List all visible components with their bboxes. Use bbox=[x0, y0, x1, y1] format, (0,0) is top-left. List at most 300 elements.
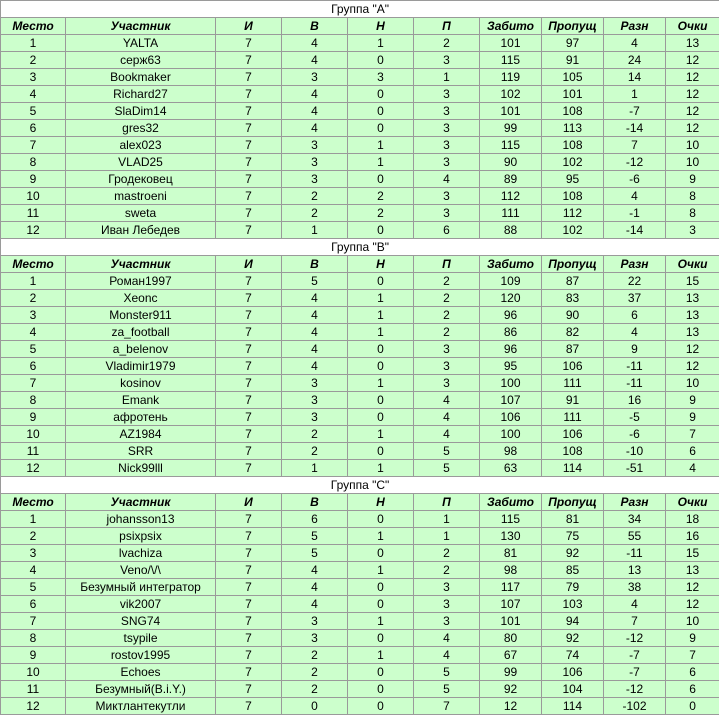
column-header-row bbox=[1, 494, 719, 511]
cell-place: 5 bbox=[1, 579, 66, 596]
cell-points: 13 bbox=[666, 35, 719, 52]
cell-place: 2 bbox=[1, 528, 66, 545]
cell-goals-against: 106 bbox=[542, 426, 604, 443]
group-title-row bbox=[1, 239, 719, 256]
table-row bbox=[1, 103, 719, 120]
cell-points: 9 bbox=[666, 392, 719, 409]
cell-place: 8 bbox=[1, 630, 66, 647]
cell-losses: 3 bbox=[414, 52, 480, 69]
cell-draws: 0 bbox=[348, 222, 414, 239]
cell-goals-for: 101 bbox=[480, 103, 542, 120]
cell-goal-diff: 4 bbox=[604, 35, 666, 52]
cell-goals-for: 100 bbox=[480, 375, 542, 392]
cell-goals-for: 95 bbox=[480, 358, 542, 375]
cell-place: 10 bbox=[1, 426, 66, 443]
cell-losses: 3 bbox=[414, 154, 480, 171]
cell-goals-for: 111 bbox=[480, 205, 542, 222]
cell-place: 7 bbox=[1, 137, 66, 154]
cell-goals-for: 115 bbox=[480, 137, 542, 154]
cell-wins: 2 bbox=[282, 664, 348, 681]
table-row bbox=[1, 681, 719, 698]
cell-place: 11 bbox=[1, 443, 66, 460]
cell-points: 10 bbox=[666, 137, 719, 154]
cell-games: 7 bbox=[216, 545, 282, 562]
cell-goals-against: 82 bbox=[542, 324, 604, 341]
cell-draws: 0 bbox=[348, 579, 414, 596]
cell-games: 7 bbox=[216, 409, 282, 426]
cell-place: 8 bbox=[1, 392, 66, 409]
cell-points: 4 bbox=[666, 460, 719, 477]
cell-participant: SRR bbox=[66, 443, 216, 460]
cell-wins: 3 bbox=[282, 409, 348, 426]
cell-goals-against: 106 bbox=[542, 358, 604, 375]
cell-place: 5 bbox=[1, 341, 66, 358]
cell-goals-against: 95 bbox=[542, 171, 604, 188]
table-row bbox=[1, 290, 719, 307]
cell-losses: 1 bbox=[414, 511, 480, 528]
cell-goals-against: 114 bbox=[542, 460, 604, 477]
column-header-goal-diff: Разн bbox=[604, 18, 666, 35]
cell-games: 7 bbox=[216, 358, 282, 375]
cell-goals-for: 115 bbox=[480, 511, 542, 528]
cell-losses: 3 bbox=[414, 341, 480, 358]
cell-place: 3 bbox=[1, 69, 66, 86]
cell-goals-against: 79 bbox=[542, 579, 604, 596]
cell-goal-diff: -6 bbox=[604, 426, 666, 443]
column-header-place: Место bbox=[1, 18, 66, 35]
cell-games: 7 bbox=[216, 120, 282, 137]
cell-place: 12 bbox=[1, 222, 66, 239]
cell-losses: 4 bbox=[414, 409, 480, 426]
cell-participant: Emank bbox=[66, 392, 216, 409]
cell-points: 10 bbox=[666, 375, 719, 392]
table-row bbox=[1, 664, 719, 681]
cell-place: 2 bbox=[1, 52, 66, 69]
cell-participant: Гродековец bbox=[66, 171, 216, 188]
cell-points: 12 bbox=[666, 596, 719, 613]
cell-participant: Миктлантекутли bbox=[66, 698, 216, 715]
cell-goals-against: 75 bbox=[542, 528, 604, 545]
cell-points: 12 bbox=[666, 69, 719, 86]
cell-goals-for: 92 bbox=[480, 681, 542, 698]
cell-goals-for: 67 bbox=[480, 647, 542, 664]
cell-goals-against: 108 bbox=[542, 103, 604, 120]
cell-games: 7 bbox=[216, 511, 282, 528]
cell-participant: Nick99lll bbox=[66, 460, 216, 477]
cell-losses: 2 bbox=[414, 35, 480, 52]
cell-goals-for: 12 bbox=[480, 698, 542, 715]
cell-draws: 0 bbox=[348, 664, 414, 681]
cell-place: 3 bbox=[1, 307, 66, 324]
cell-place: 3 bbox=[1, 545, 66, 562]
cell-losses: 2 bbox=[414, 307, 480, 324]
cell-losses: 4 bbox=[414, 647, 480, 664]
cell-goals-for: 80 bbox=[480, 630, 542, 647]
cell-games: 7 bbox=[216, 137, 282, 154]
cell-draws: 0 bbox=[348, 392, 414, 409]
column-header-participant: Участник bbox=[66, 18, 216, 35]
cell-wins: 4 bbox=[282, 307, 348, 324]
cell-participant: sweta bbox=[66, 205, 216, 222]
cell-place: 4 bbox=[1, 86, 66, 103]
cell-participant: Richard27 bbox=[66, 86, 216, 103]
cell-wins: 4 bbox=[282, 579, 348, 596]
cell-points: 13 bbox=[666, 562, 719, 579]
cell-games: 7 bbox=[216, 154, 282, 171]
cell-draws: 1 bbox=[348, 375, 414, 392]
group-title: Группа "B" bbox=[1, 239, 719, 256]
cell-points: 13 bbox=[666, 290, 719, 307]
cell-wins: 3 bbox=[282, 613, 348, 630]
cell-goals-against: 90 bbox=[542, 307, 604, 324]
cell-goals-against: 87 bbox=[542, 341, 604, 358]
column-header-goals-against: Пропущ bbox=[542, 494, 604, 511]
cell-goals-for: 119 bbox=[480, 69, 542, 86]
cell-participant: psixpsix bbox=[66, 528, 216, 545]
column-header-losses: П bbox=[414, 494, 480, 511]
cell-goal-diff: 37 bbox=[604, 290, 666, 307]
cell-participant: SlaDim14 bbox=[66, 103, 216, 120]
cell-goals-against: 101 bbox=[542, 86, 604, 103]
cell-goals-for: 98 bbox=[480, 562, 542, 579]
cell-goal-diff: 4 bbox=[604, 324, 666, 341]
cell-wins: 3 bbox=[282, 69, 348, 86]
cell-draws: 0 bbox=[348, 630, 414, 647]
cell-losses: 2 bbox=[414, 545, 480, 562]
cell-goal-diff: 1 bbox=[604, 86, 666, 103]
cell-games: 7 bbox=[216, 103, 282, 120]
cell-goal-diff: 4 bbox=[604, 188, 666, 205]
table-row bbox=[1, 52, 719, 69]
cell-participant: mastroeni bbox=[66, 188, 216, 205]
cell-goals-against: 111 bbox=[542, 375, 604, 392]
cell-goal-diff: 38 bbox=[604, 579, 666, 596]
cell-losses: 4 bbox=[414, 630, 480, 647]
column-header-goals-against: Пропущ bbox=[542, 18, 604, 35]
cell-goal-diff: -5 bbox=[604, 409, 666, 426]
cell-place: 9 bbox=[1, 647, 66, 664]
cell-points: 12 bbox=[666, 103, 719, 120]
cell-losses: 3 bbox=[414, 613, 480, 630]
cell-games: 7 bbox=[216, 630, 282, 647]
cell-place: 5 bbox=[1, 103, 66, 120]
cell-games: 7 bbox=[216, 596, 282, 613]
cell-goal-diff: 9 bbox=[604, 341, 666, 358]
cell-goals-against: 104 bbox=[542, 681, 604, 698]
cell-goals-against: 87 bbox=[542, 273, 604, 290]
cell-games: 7 bbox=[216, 222, 282, 239]
cell-place: 2 bbox=[1, 290, 66, 307]
cell-points: 9 bbox=[666, 171, 719, 188]
cell-participant: Veno/\/\ bbox=[66, 562, 216, 579]
column-header-draws: Н bbox=[348, 256, 414, 273]
cell-place: 10 bbox=[1, 188, 66, 205]
cell-losses: 5 bbox=[414, 681, 480, 698]
cell-games: 7 bbox=[216, 613, 282, 630]
table-row bbox=[1, 596, 719, 613]
cell-goal-diff: -12 bbox=[604, 681, 666, 698]
cell-losses: 2 bbox=[414, 273, 480, 290]
cell-place: 7 bbox=[1, 613, 66, 630]
cell-goals-against: 106 bbox=[542, 664, 604, 681]
table-row bbox=[1, 154, 719, 171]
table-row bbox=[1, 528, 719, 545]
cell-points: 0 bbox=[666, 698, 719, 715]
cell-goals-against: 81 bbox=[542, 511, 604, 528]
cell-goals-for: 117 bbox=[480, 579, 542, 596]
cell-wins: 1 bbox=[282, 460, 348, 477]
cell-games: 7 bbox=[216, 188, 282, 205]
cell-goals-against: 108 bbox=[542, 188, 604, 205]
cell-draws: 0 bbox=[348, 341, 414, 358]
cell-participant: kosinov bbox=[66, 375, 216, 392]
column-header-row bbox=[1, 18, 719, 35]
cell-losses: 3 bbox=[414, 358, 480, 375]
cell-wins: 4 bbox=[282, 86, 348, 103]
cell-goal-diff: -1 bbox=[604, 205, 666, 222]
cell-goal-diff: -6 bbox=[604, 171, 666, 188]
cell-goal-diff: 4 bbox=[604, 596, 666, 613]
cell-draws: 0 bbox=[348, 545, 414, 562]
cell-games: 7 bbox=[216, 443, 282, 460]
cell-goal-diff: 7 bbox=[604, 613, 666, 630]
cell-draws: 2 bbox=[348, 188, 414, 205]
table-row bbox=[1, 613, 719, 630]
cell-losses: 3 bbox=[414, 205, 480, 222]
column-header-goals-for: Забито bbox=[480, 494, 542, 511]
cell-goals-against: 111 bbox=[542, 409, 604, 426]
cell-goals-for: 120 bbox=[480, 290, 542, 307]
cell-losses: 3 bbox=[414, 188, 480, 205]
cell-losses: 2 bbox=[414, 290, 480, 307]
cell-games: 7 bbox=[216, 273, 282, 290]
cell-losses: 4 bbox=[414, 426, 480, 443]
table-row bbox=[1, 392, 719, 409]
cell-place: 8 bbox=[1, 154, 66, 171]
cell-participant: Bookmaker bbox=[66, 69, 216, 86]
cell-goal-diff: 14 bbox=[604, 69, 666, 86]
cell-goals-against: 102 bbox=[542, 222, 604, 239]
cell-games: 7 bbox=[216, 171, 282, 188]
column-header-losses: П bbox=[414, 256, 480, 273]
cell-games: 7 bbox=[216, 324, 282, 341]
cell-games: 7 bbox=[216, 426, 282, 443]
cell-participant: Xeonc bbox=[66, 290, 216, 307]
table-row bbox=[1, 443, 719, 460]
cell-losses: 7 bbox=[414, 698, 480, 715]
cell-goals-against: 105 bbox=[542, 69, 604, 86]
cell-points: 7 bbox=[666, 426, 719, 443]
cell-goals-for: 101 bbox=[480, 613, 542, 630]
cell-participant: YALTA bbox=[66, 35, 216, 52]
cell-place: 1 bbox=[1, 273, 66, 290]
cell-points: 13 bbox=[666, 307, 719, 324]
cell-wins: 4 bbox=[282, 341, 348, 358]
cell-losses: 1 bbox=[414, 69, 480, 86]
cell-wins: 4 bbox=[282, 358, 348, 375]
cell-wins: 5 bbox=[282, 545, 348, 562]
cell-losses: 6 bbox=[414, 222, 480, 239]
cell-participant: Vladimir1979 bbox=[66, 358, 216, 375]
cell-wins: 3 bbox=[282, 375, 348, 392]
cell-wins: 4 bbox=[282, 596, 348, 613]
cell-goals-against: 102 bbox=[542, 154, 604, 171]
cell-participant: Echoes bbox=[66, 664, 216, 681]
cell-points: 12 bbox=[666, 579, 719, 596]
cell-goals-against: 74 bbox=[542, 647, 604, 664]
column-header-goal-diff: Разн bbox=[604, 494, 666, 511]
cell-losses: 5 bbox=[414, 460, 480, 477]
cell-games: 7 bbox=[216, 647, 282, 664]
cell-games: 7 bbox=[216, 341, 282, 358]
cell-goals-for: 89 bbox=[480, 171, 542, 188]
cell-participant: vik2007 bbox=[66, 596, 216, 613]
cell-wins: 3 bbox=[282, 171, 348, 188]
cell-goal-diff: -11 bbox=[604, 545, 666, 562]
table-row bbox=[1, 698, 719, 715]
cell-draws: 0 bbox=[348, 409, 414, 426]
cell-place: 6 bbox=[1, 358, 66, 375]
column-header-draws: Н bbox=[348, 494, 414, 511]
cell-goals-against: 114 bbox=[542, 698, 604, 715]
cell-goals-for: 86 bbox=[480, 324, 542, 341]
cell-goals-against: 103 bbox=[542, 596, 604, 613]
cell-points: 8 bbox=[666, 205, 719, 222]
cell-goals-for: 109 bbox=[480, 273, 542, 290]
cell-participant: Безумный интегратор bbox=[66, 579, 216, 596]
table-row bbox=[1, 409, 719, 426]
cell-participant: alex023 bbox=[66, 137, 216, 154]
cell-wins: 4 bbox=[282, 562, 348, 579]
column-header-wins: В bbox=[282, 494, 348, 511]
cell-draws: 0 bbox=[348, 103, 414, 120]
cell-losses: 5 bbox=[414, 443, 480, 460]
cell-points: 8 bbox=[666, 188, 719, 205]
cell-goals-for: 90 bbox=[480, 154, 542, 171]
cell-games: 7 bbox=[216, 375, 282, 392]
cell-games: 7 bbox=[216, 69, 282, 86]
cell-points: 15 bbox=[666, 273, 719, 290]
cell-participant: AZ1984 bbox=[66, 426, 216, 443]
cell-draws: 2 bbox=[348, 205, 414, 222]
cell-games: 7 bbox=[216, 460, 282, 477]
table-row bbox=[1, 630, 719, 647]
column-header-wins: В bbox=[282, 256, 348, 273]
cell-points: 9 bbox=[666, 630, 719, 647]
cell-participant: tsypile bbox=[66, 630, 216, 647]
cell-participant: Роман1997 bbox=[66, 273, 216, 290]
column-header-wins: В bbox=[282, 18, 348, 35]
column-header-games: И bbox=[216, 256, 282, 273]
cell-goals-against: 83 bbox=[542, 290, 604, 307]
cell-participant: a_belenov bbox=[66, 341, 216, 358]
cell-participant: johansson13 bbox=[66, 511, 216, 528]
cell-goal-diff: -7 bbox=[604, 103, 666, 120]
cell-draws: 0 bbox=[348, 596, 414, 613]
cell-draws: 0 bbox=[348, 273, 414, 290]
table-row bbox=[1, 137, 719, 154]
cell-goal-diff: -51 bbox=[604, 460, 666, 477]
cell-losses: 5 bbox=[414, 664, 480, 681]
cell-wins: 3 bbox=[282, 137, 348, 154]
cell-goals-for: 100 bbox=[480, 426, 542, 443]
cell-wins: 2 bbox=[282, 681, 348, 698]
cell-points: 10 bbox=[666, 154, 719, 171]
cell-goal-diff: -102 bbox=[604, 698, 666, 715]
cell-goals-for: 107 bbox=[480, 596, 542, 613]
table-row bbox=[1, 511, 719, 528]
cell-points: 18 bbox=[666, 511, 719, 528]
cell-goals-for: 130 bbox=[480, 528, 542, 545]
table-row bbox=[1, 426, 719, 443]
cell-draws: 1 bbox=[348, 324, 414, 341]
cell-wins: 5 bbox=[282, 273, 348, 290]
table-row bbox=[1, 273, 719, 290]
cell-losses: 1 bbox=[414, 528, 480, 545]
cell-points: 13 bbox=[666, 324, 719, 341]
cell-draws: 0 bbox=[348, 120, 414, 137]
column-header-draws: Н bbox=[348, 18, 414, 35]
cell-points: 3 bbox=[666, 222, 719, 239]
group-title: Группа "A" bbox=[1, 1, 719, 18]
cell-wins: 4 bbox=[282, 290, 348, 307]
cell-points: 6 bbox=[666, 664, 719, 681]
column-header-points: Очки bbox=[666, 18, 719, 35]
cell-goals-against: 92 bbox=[542, 545, 604, 562]
cell-points: 16 bbox=[666, 528, 719, 545]
cell-losses: 2 bbox=[414, 324, 480, 341]
cell-place: 12 bbox=[1, 460, 66, 477]
cell-goals-for: 115 bbox=[480, 52, 542, 69]
cell-participant: za_football bbox=[66, 324, 216, 341]
cell-goal-diff: -14 bbox=[604, 120, 666, 137]
cell-draws: 1 bbox=[348, 562, 414, 579]
cell-wins: 1 bbox=[282, 222, 348, 239]
cell-draws: 0 bbox=[348, 443, 414, 460]
cell-wins: 4 bbox=[282, 324, 348, 341]
cell-draws: 0 bbox=[348, 698, 414, 715]
cell-draws: 0 bbox=[348, 86, 414, 103]
cell-draws: 1 bbox=[348, 528, 414, 545]
cell-place: 9 bbox=[1, 409, 66, 426]
cell-goal-diff: 34 bbox=[604, 511, 666, 528]
cell-losses: 3 bbox=[414, 120, 480, 137]
cell-goals-against: 108 bbox=[542, 443, 604, 460]
cell-games: 7 bbox=[216, 664, 282, 681]
cell-goal-diff: 22 bbox=[604, 273, 666, 290]
table-row bbox=[1, 120, 719, 137]
cell-participant: серж63 bbox=[66, 52, 216, 69]
table-row bbox=[1, 205, 719, 222]
cell-points: 6 bbox=[666, 681, 719, 698]
cell-points: 12 bbox=[666, 86, 719, 103]
group-title-row bbox=[1, 477, 719, 494]
cell-place: 1 bbox=[1, 35, 66, 52]
table-row bbox=[1, 35, 719, 52]
cell-draws: 0 bbox=[348, 358, 414, 375]
cell-goal-diff: -10 bbox=[604, 443, 666, 460]
column-header-place: Место bbox=[1, 256, 66, 273]
cell-games: 7 bbox=[216, 579, 282, 596]
cell-goals-against: 113 bbox=[542, 120, 604, 137]
cell-losses: 4 bbox=[414, 171, 480, 188]
cell-goals-for: 107 bbox=[480, 392, 542, 409]
cell-goal-diff: -7 bbox=[604, 647, 666, 664]
cell-games: 7 bbox=[216, 86, 282, 103]
cell-goals-against: 85 bbox=[542, 562, 604, 579]
cell-points: 10 bbox=[666, 613, 719, 630]
cell-losses: 3 bbox=[414, 103, 480, 120]
